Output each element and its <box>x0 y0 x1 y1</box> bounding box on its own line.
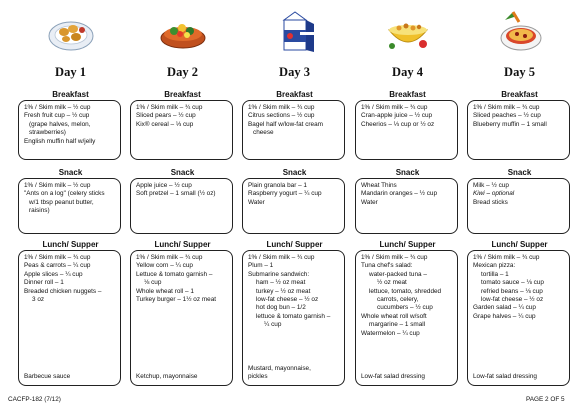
menu-item: carrots, celery, <box>377 296 419 304</box>
condiments-note: Ketchup, mayonnaise <box>136 373 198 380</box>
menu-item: ½ oz meat <box>377 279 407 287</box>
lunch-title: Lunch/ Supper <box>42 240 99 249</box>
condiments-note: Mustard, mayonnaise, pickles <box>248 365 311 380</box>
menu-item: 3 oz <box>32 296 45 304</box>
lunch-box <box>467 250 570 386</box>
pizza-plate-icon <box>495 6 545 56</box>
menu-item: cucumbers – ½ cup <box>377 304 433 312</box>
menu-item: low-fat cheese – ½ oz <box>256 296 319 304</box>
snack-title: Snack <box>395 168 420 177</box>
menu-item: 1% / Skim milk – ¾ cup <box>248 254 315 261</box>
menu-item: lettuce & tomato garnish – <box>256 312 331 320</box>
menu-item: Breaded chicken nuggets – <box>24 287 102 295</box>
breakfast-title: Breakfast <box>276 90 313 99</box>
menu-item: tortilla – 1 <box>481 270 509 278</box>
lunch-title: Lunch/ Supper <box>491 240 548 249</box>
menu-item: Apple juice – ½ cup <box>136 182 192 189</box>
breakfast-title: Breakfast <box>501 90 538 99</box>
snack-title: Snack <box>58 168 83 177</box>
lunch-box <box>355 250 458 386</box>
menu-item: Bread sticks <box>473 198 508 206</box>
breakfast-box <box>242 100 345 160</box>
condiments-note: Low-fat salad dressing <box>473 373 537 380</box>
menu-item: ¼ cup <box>264 321 282 329</box>
milk-carton-icon <box>270 6 320 56</box>
menu-item: Grape halves – ¼ cup <box>473 312 536 320</box>
day-label: Day 2 <box>167 65 198 79</box>
menu-item: refried beans – ⅛ cup <box>481 287 543 295</box>
menu-item: "Ants on a log" (celery sticks <box>24 190 105 198</box>
snack-title: Snack <box>170 168 195 177</box>
menu-item: tomato sauce – ⅛ cup <box>481 279 544 287</box>
menu-item: (grape halves, melon, <box>29 120 91 128</box>
menu-item: Dinner roll – 1 <box>24 279 64 287</box>
menu-item: 1% / Skim milk – ¾ cup <box>473 254 540 261</box>
menu-item: 1% / Skim milk – ½ cup <box>24 182 91 189</box>
menu-item: Apple slices – ¼ cup <box>24 270 83 278</box>
menu-item: Blueberry muffin – 1 small <box>473 120 547 128</box>
menu-item: Kiwi – optional <box>473 190 515 198</box>
lunch-box <box>18 250 121 386</box>
breakfast-box <box>130 100 233 160</box>
menu-item: Submarine sandwich: <box>248 270 310 278</box>
menu-item: Sliced pears – ½ cup <box>136 112 196 120</box>
lunch-title: Lunch/ Supper <box>266 240 323 249</box>
menu-item: Tuna chef's salad: <box>361 262 413 270</box>
snack-box <box>467 178 570 234</box>
menu-item: Citrus sections – ½ cup <box>248 112 315 120</box>
cereal-bowl-icon <box>383 6 433 56</box>
menu-item: Soft pretzel – 1 small (½ oz) <box>136 190 216 198</box>
menu-item: Cran-apple juice – ½ cup <box>361 112 433 120</box>
menu-item: w/1 tbsp peanut butter, <box>29 198 94 206</box>
menu-item: Fresh fruit cup – ½ cup <box>24 112 90 120</box>
menu-item: Wheat Thins <box>361 182 397 189</box>
breakfast-title: Breakfast <box>52 90 89 99</box>
day-label: Day 1 <box>55 65 86 79</box>
breakfast-box <box>18 100 121 160</box>
menu-item: lettuce, tomato, shredded <box>369 287 442 295</box>
lunch-box <box>130 250 233 386</box>
menu-item: strawberries) <box>29 129 66 137</box>
condiments-note: Barbecue sauce <box>24 373 71 380</box>
menu-item: 1% / Skim milk – ¾ cup <box>248 104 315 111</box>
menu-item: raisins) <box>29 207 50 215</box>
menu-item: Kix® cereal – ⅓ cup <box>136 120 194 128</box>
menu-item: Turkey burger – 1½ oz meat <box>136 296 217 304</box>
menu-item: Water <box>248 198 265 206</box>
snack-box <box>355 178 458 234</box>
menu-item: ham – ½ oz meat <box>256 279 306 287</box>
snack-box <box>130 178 233 234</box>
menu-item: 1% / Skim milk – ¾ cup <box>136 254 203 261</box>
breakfast-box <box>467 100 570 160</box>
form-id: CACFP-182 (7/12) <box>8 396 61 403</box>
menu-item: 1% / Skim milk – ¾ cup <box>136 104 203 111</box>
menu-item: English muffin half w/jelly <box>24 137 96 145</box>
menu-item: Peas & carrots – ¼ cup <box>24 262 91 270</box>
menu-item: water-packed tuna – <box>369 270 427 278</box>
snack-title: Snack <box>282 168 307 177</box>
menu-item: low-fat cheese – ½ oz <box>481 296 544 304</box>
menu-item: Bagel half w/low-fat cream <box>248 120 323 128</box>
menu-item: Lettuce & tomato garnish – <box>136 270 213 278</box>
lunch-title: Lunch/ Supper <box>154 240 211 249</box>
day-label: Day 4 <box>392 65 423 79</box>
menu-item: Plum – 1 <box>248 262 274 270</box>
snack-box <box>18 178 121 234</box>
vegetable-dish-icon <box>158 6 208 56</box>
page-number: PAGE 2 OF 5 <box>526 396 565 403</box>
breakfast-title: Breakfast <box>164 90 201 99</box>
menu-item: Garden salad – ¼ cup <box>473 304 536 312</box>
menu-item: 1% / Skim milk – ¾ cup <box>361 104 428 111</box>
menu-item: cheese <box>253 129 274 137</box>
menu-item: hot dog bun – 1/2 <box>256 304 306 312</box>
snack-title: Snack <box>507 168 532 177</box>
menu-item: ⅛ cup <box>144 279 162 287</box>
menu-item: Watermelon – ¼ cup <box>361 329 420 337</box>
menu-item: Yellow corn – ¼ cup <box>136 262 193 270</box>
menu-item: margarine – 1 small <box>369 321 426 329</box>
menu-item: Raspberry yogurt – ¼ cup <box>248 190 322 198</box>
snack-box <box>242 178 345 234</box>
chicken-nuggets-plate-icon <box>46 6 96 56</box>
menu-item: Mexican pizza: <box>473 262 516 270</box>
menu-item: Sliced peaches – ½ cup <box>473 112 541 120</box>
menu-item: Plain granola bar – 1 <box>248 182 307 189</box>
condiments-note: Low-fat salad dressing <box>361 373 425 380</box>
menu-item: Mandarin oranges – ½ cup <box>361 190 438 198</box>
breakfast-title: Breakfast <box>389 90 426 99</box>
lunch-title: Lunch/ Supper <box>379 240 436 249</box>
menu-item: 1% / Skim milk – ¾ cup <box>473 104 540 111</box>
menu-item: Cheerios – ⅓ cup or ½ oz <box>361 120 435 128</box>
day-label: Day 5 <box>504 65 535 79</box>
menu-item: 1% / Skim milk – ¾ cup <box>361 254 428 261</box>
menu-item: Milk – ½ cup <box>473 182 509 189</box>
menu-item: Whole wheat roll – 1 <box>136 287 194 295</box>
menu-item: turkey – ½ oz meat <box>256 287 311 295</box>
menu-item: 1% / Skim milk – ½ cup <box>24 104 91 111</box>
menu-item: Water <box>361 198 378 206</box>
day-label: Day 3 <box>279 65 310 79</box>
lunch-box <box>242 250 345 386</box>
menu-item: Whole wheat roll w/soft <box>361 312 427 320</box>
breakfast-box <box>355 100 458 160</box>
menu-item: 1% / Skim milk – ¾ cup <box>24 254 91 261</box>
